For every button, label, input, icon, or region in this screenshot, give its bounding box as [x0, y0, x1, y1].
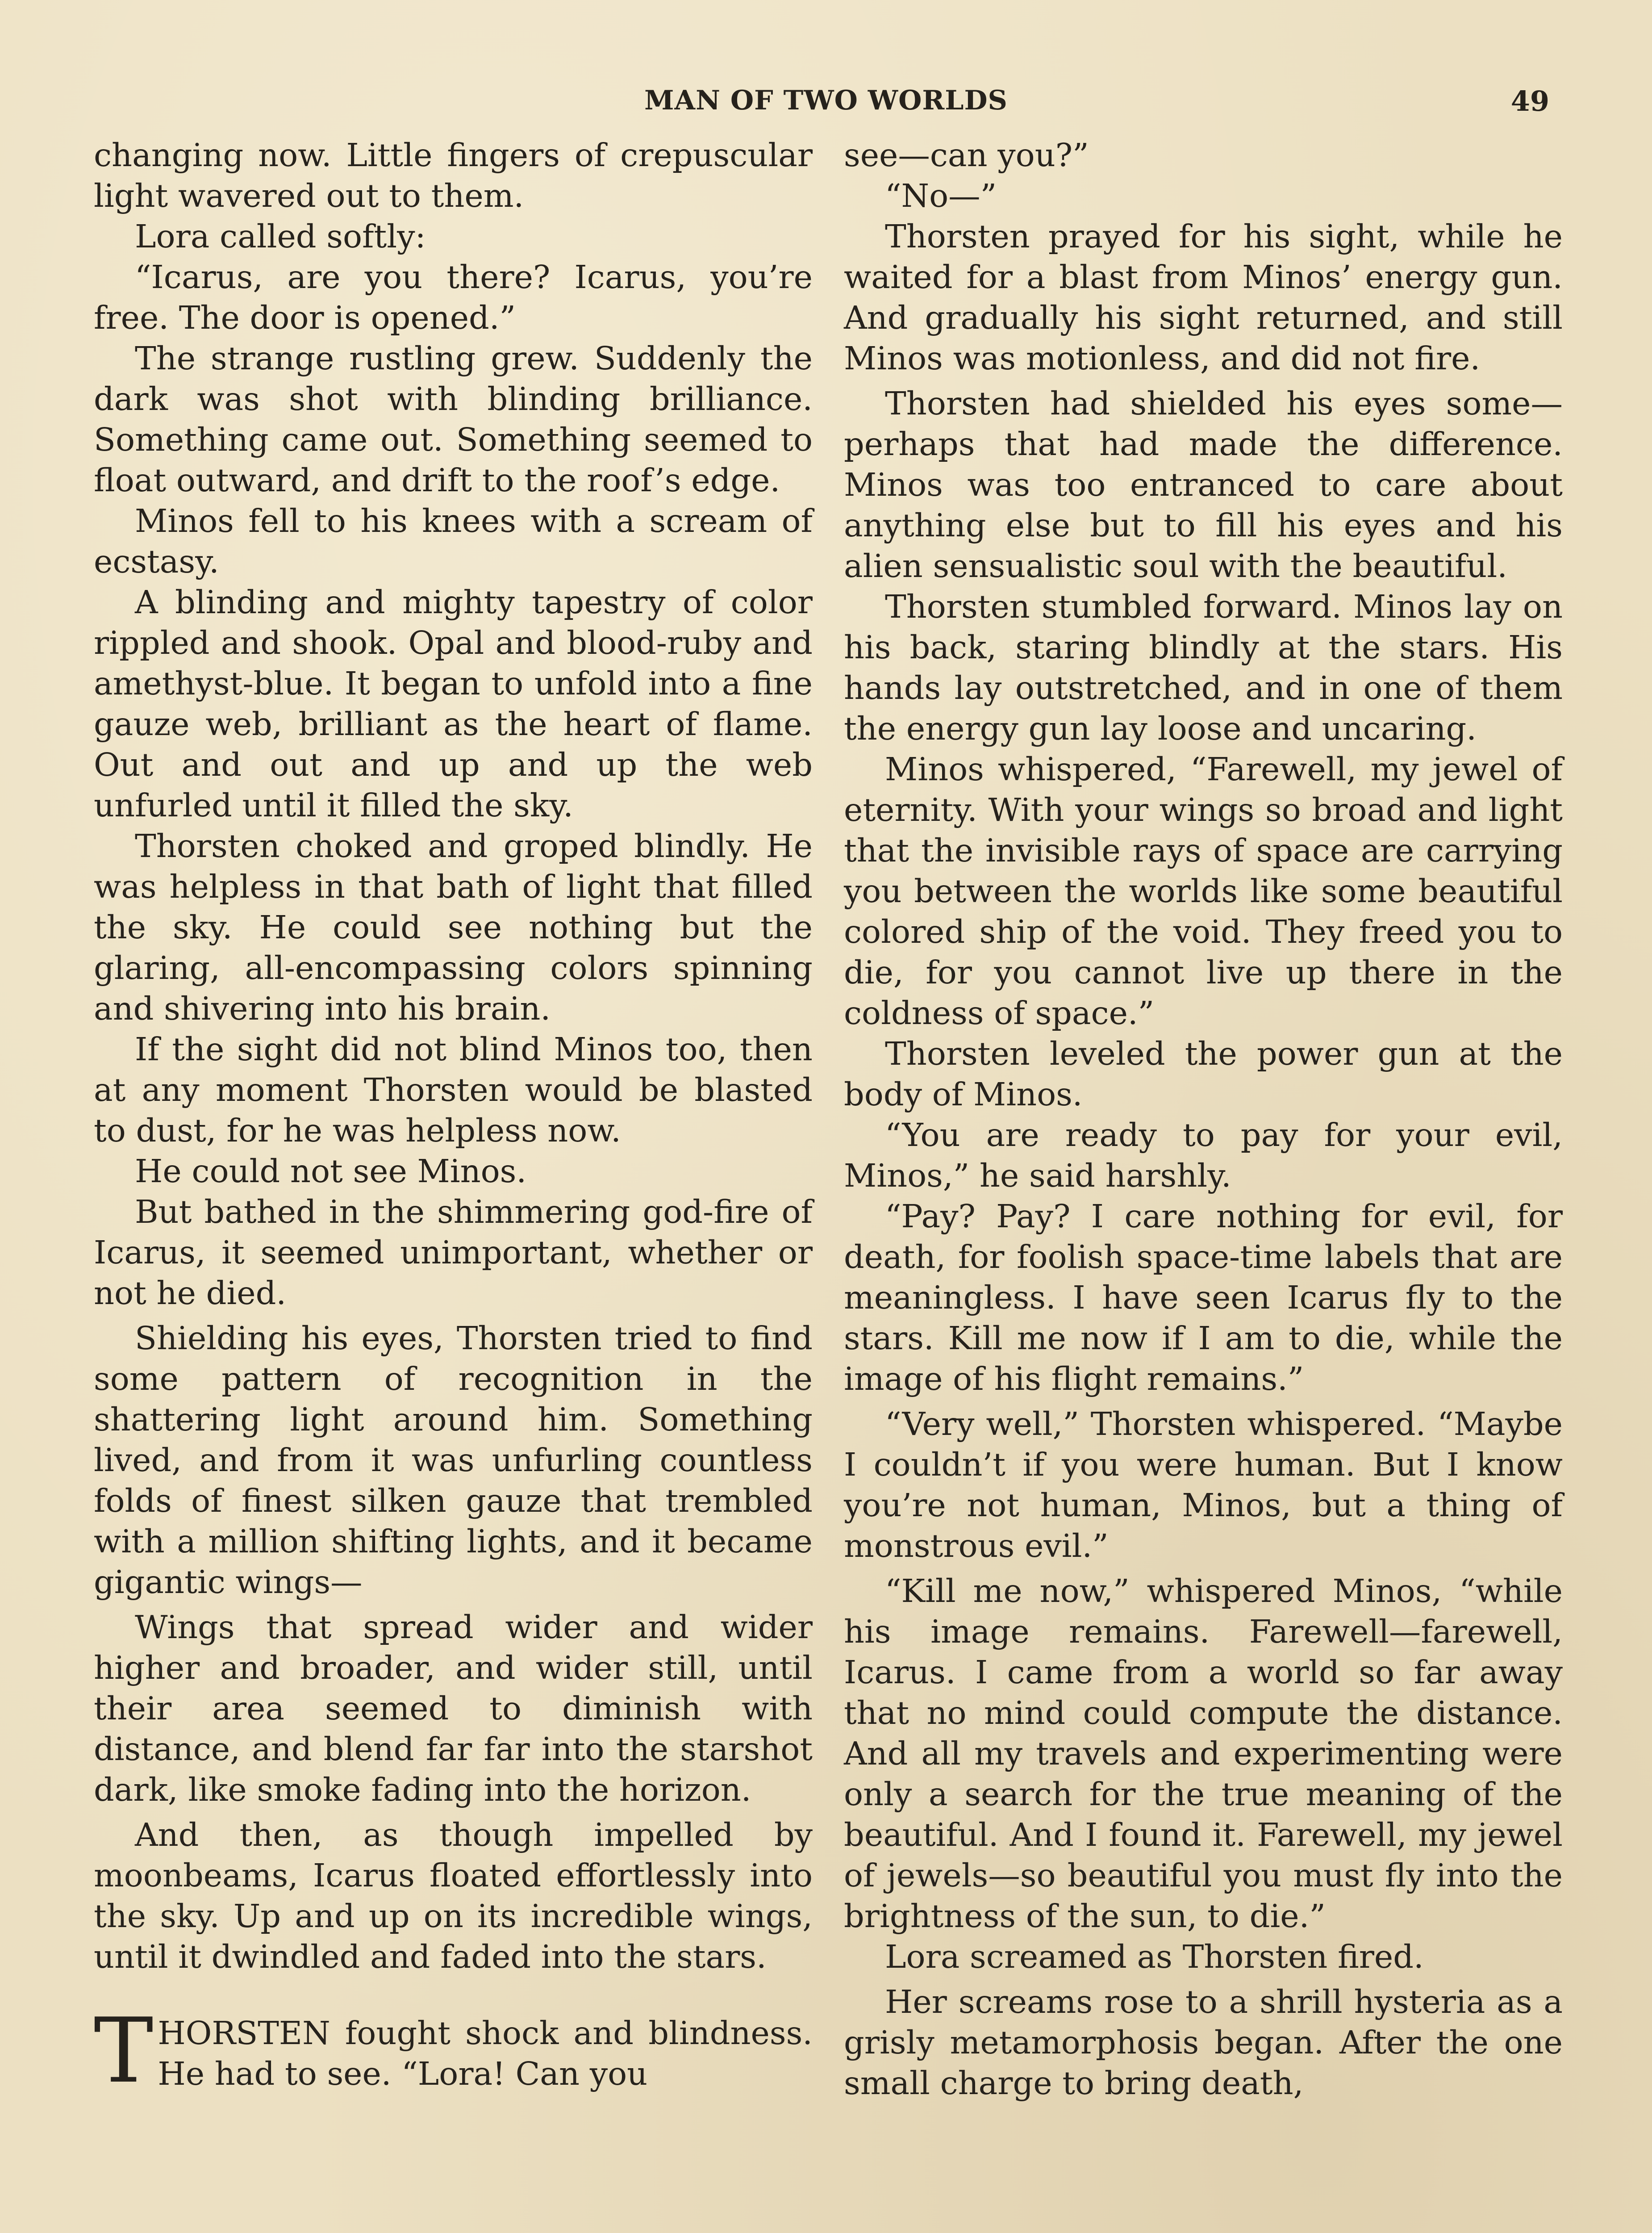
paragraph: “You are ready to pay for your evil, Minos,” he said harshly.	[844, 1116, 1563, 1194]
paragraph: Thorsten choked and groped blindly. He was helpless in that bath of light that filled the sky. He could see nothing but the glaring, all-encompassing colors spinning and shivering into his brain.	[94, 828, 813, 1027]
right-column	[844, 135, 1563, 2103]
paragraph: The strange rustling grew. Suddenly the dark was shot with blinding brilliance. Something came out. Something seemed to float outward, and drift to the roof’s edge.	[94, 340, 813, 499]
paragraph: “Pay? Pay? I care nothing for evil, for death, for foolish space-time labels that are meaningless. I have seen Icarus fly to the stars. Kill me now if I am to die, while the image of his flight remains.”	[844, 1198, 1563, 1397]
paragraph: He could not see Minos.	[135, 1153, 527, 1190]
paragraph: Lora called softly:	[135, 218, 426, 255]
paragraph: “Very well,” Thorsten whispered. “Maybe I couldn’t if you were human. But I know you’re not human, Minos, but a thing of monstrous evil.”	[844, 1405, 1563, 1564]
paragraph: see—can you?”	[844, 137, 1089, 174]
paragraph: Her screams rose to a shrill hysteria as a grisly metamorphosis began. After the one small charge to bring death,	[844, 1983, 1563, 2102]
paragraph: But bathed in the shimmering god-fire of Icarus, it seemed unimportant, whether or not he died.	[94, 1193, 813, 1312]
section-opening-text: HORSTEN fought shock and blindness. He had to see. “Lora! Can you	[158, 2015, 813, 2092]
paragraph: And then, as though impelled by moonbeams, Icarus floated effortlessly into the sky. Up and up on its incredible wings, until it dwindled and faded into the stars.	[94, 1816, 813, 1975]
paragraph: “Icarus, are you there? Icarus, you’re free. The door is opened.”	[94, 259, 813, 336]
paragraph: Shielding his eyes, Thorsten tried to find some pattern of recognition in the shattering light around him. Something lived, and from it was unfurling countless folds of finest silken gauze that trembled with a million shifting lights, and it became gigantic wings—	[94, 1320, 813, 1601]
drop-cap-letter: T	[94, 1999, 154, 2103]
paragraph: Thorsten leveled the power gun at the body of Minos.	[844, 1035, 1563, 1113]
paragraph: Minos whispered, “Farewell, my jewel of eternity. With your wings so broad and light that the invisible rays of space are carrying you between the worlds like some beautiful colored ship of the void. They freed you to die, for you cannot live up there in the coldness of space.”	[844, 751, 1563, 1032]
section-opening-paragraph	[94, 1999, 813, 2103]
paragraph: Thorsten prayed for his sight, while he waited for a blast from Minos’ energy gun. And gradually his sight returned, and still Minos was motionless, and did not fire.	[844, 218, 1563, 377]
paragraph: “Kill me now,” whispered Minos, “while his image remains. Farewell—farewell, Icarus. I came from a world so far away that no mind could compute the distance. And all my travels and experimenting were only a search for the true meaning of the beautiful. And I found it. Farewell, my jewel of jewels—so beautiful you must fly into the brightness of the sun, to die.”	[844, 1572, 1563, 1935]
paragraph: A blinding and mighty tapestry of color rippled and shook. Opal and blood-ruby and amethyst-blue. It began to unfold into a fine gauze web, brilliant as the heart of flame. Out and out and up and up the web unfurled until it filled the sky.	[94, 584, 813, 824]
paragraph: Thorsten had shielded his eyes some—perhaps that had made the difference. Minos was too entranced to care about anything else but to fill his eyes and his alien sensualistic soul with the beautiful.	[844, 385, 1563, 585]
paragraph: “No—”	[885, 177, 997, 214]
paragraph: Minos fell to his knees with a scream of ecstasy.	[94, 502, 813, 580]
left-column	[94, 135, 813, 2103]
running-header-title: MAN OF TWO WORLDS	[644, 85, 1008, 116]
page-number: 49	[1510, 85, 1549, 117]
paragraph: Thorsten stumbled forward. Minos lay on his back, staring blindly at the stars. His hands lay outstretched, and in one of them the energy gun lay loose and uncaring.	[844, 588, 1563, 747]
paragraph: If the sight did not blind Minos too, then at any moment Thorsten would be blasted to dust, for he was helpless now.	[94, 1031, 813, 1149]
paragraph: Lora screamed as Thorsten fired.	[885, 1938, 1424, 1975]
paragraph: changing now. Little fingers of crepuscular light wavered out to them.	[94, 137, 813, 214]
paragraph: Wings that spread wider and wider higher and broader, and wider still, until their area seemed to diminish with distance, and blend far far into the starshot dark, like smoke fading into the horizon.	[94, 1609, 813, 1808]
